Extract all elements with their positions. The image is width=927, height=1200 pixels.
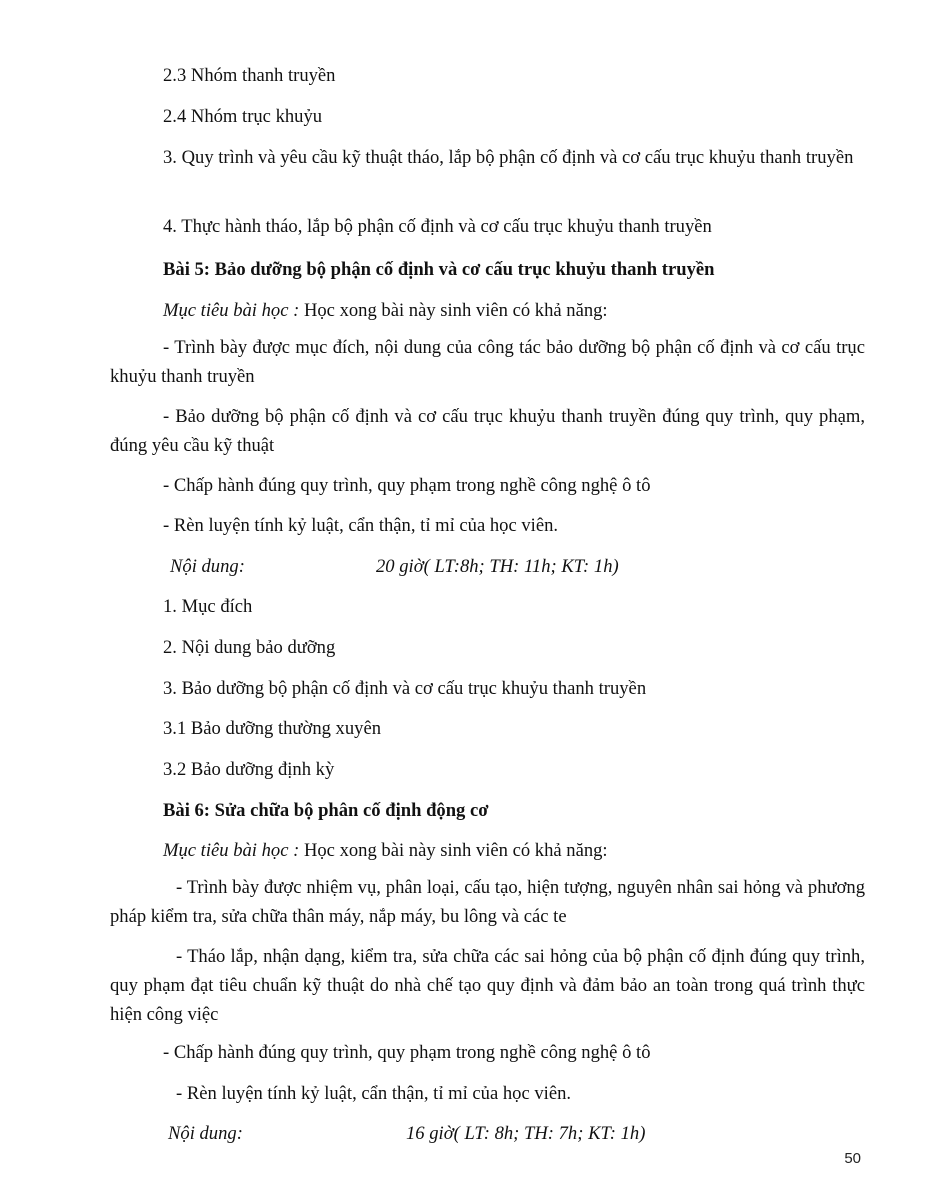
lesson-5-content-3: 3. Bảo dưỡng bộ phận cố định và cơ cấu trục khuỷu thanh truyền [163, 678, 647, 699]
lesson-5-content-label: Nội dung: [170, 556, 245, 577]
lesson-6-objective-4: - Rèn luyện tính kỷ luật, cẩn thận, tỉ mỉ của học viên. [176, 1083, 572, 1104]
objectives-label: Mục tiêu bài học : [163, 300, 300, 321]
lesson-5-content-3-2: 3.2 Bảo dưỡng định kỳ [163, 759, 335, 780]
lesson-5-objective-3: - Chấp hành đúng quy trình, quy phạm trong nghề công nghệ ô tô [163, 475, 651, 496]
section-2-4: 2.4 Nhóm trục khuỷu [163, 106, 323, 127]
lesson-6-objective-2: - Tháo lắp, nhận dạng, kiểm tra, sửa chữa các sai hỏng của bộ phận cố định đúng quy trình, quy phạm đạt tiêu chuẩn kỹ thuật do nhà chế tạo quy định và đảm bảo an toàn trong quá trình thực hiện công việc [110, 946, 865, 1025]
lesson-6-content-hours: 16 giờ( LT: 8h; TH: 7h; KT: 1h) [406, 1123, 646, 1144]
section-4: 4. Thực hành tháo, lắp bộ phận cố định và cơ cấu trục khuỷu thanh truyền [163, 216, 712, 237]
lesson-5-objective-4: - Rèn luyện tính kỷ luật, cẩn thận, tỉ mỉ của học viên. [163, 515, 559, 536]
lesson-6-title: Bài 6: Sửa chữa bộ phân cố định động cơ [163, 800, 489, 821]
lesson-6-content-label: Nội dung: [168, 1123, 243, 1144]
page-number: 50 [844, 1150, 861, 1167]
section-3: 3. Quy trình và yêu cầu kỹ thuật tháo, lắp bộ phận cố định và cơ cấu trục khuỷu thanh truyền [163, 147, 854, 168]
lesson-5-objective-1: - Trình bày được mục đích, nội dung của công tác bảo dưỡng bộ phận cố định và cơ cấu trục khuỷu thanh truyền [110, 337, 865, 387]
lesson-5-content-2: 2. Nội dung bảo dưỡng [163, 637, 336, 658]
lesson-5-title: Bài 5: Bảo dưỡng bộ phận cố định và cơ cấu trục khuỷu thanh truyền [163, 259, 715, 280]
objectives-label: Mục tiêu bài học : [163, 840, 300, 861]
objectives-text: Học xong bài này sinh viên có khả năng: [299, 300, 608, 321]
lesson-6-objectives-intro [110, 836, 865, 865]
lesson-5-content-1: 1. Mục đích [163, 596, 253, 617]
lesson-5-content-3-1: 3.1 Bảo dưỡng thường xuyên [163, 718, 381, 739]
lesson-5-objectives-intro [110, 296, 865, 325]
lesson-5-objective-2: - Bảo dưỡng bộ phận cố định và cơ cấu trục khuỷu thanh truyền đúng quy trình, quy phạm, đúng yêu cầu kỹ thuật [110, 406, 865, 456]
objectives-text: Học xong bài này sinh viên có khả năng: [299, 840, 608, 861]
section-2-3: 2.3 Nhóm thanh truyền [163, 65, 336, 86]
lesson-6-objective-3: - Chấp hành đúng quy trình, quy phạm trong nghề công nghệ ô tô [163, 1042, 651, 1063]
lesson-5-content-hours: 20 giờ( LT:8h; TH: 11h; KT: 1h) [376, 556, 619, 577]
lesson-6-objective-1: - Trình bày được nhiệm vụ, phân loại, cấu tạo, hiện tượng, nguyên nhân sai hỏng và phương pháp kiểm tra, sửa chữa thân máy, nắp máy, bu lông và các te [110, 877, 865, 927]
